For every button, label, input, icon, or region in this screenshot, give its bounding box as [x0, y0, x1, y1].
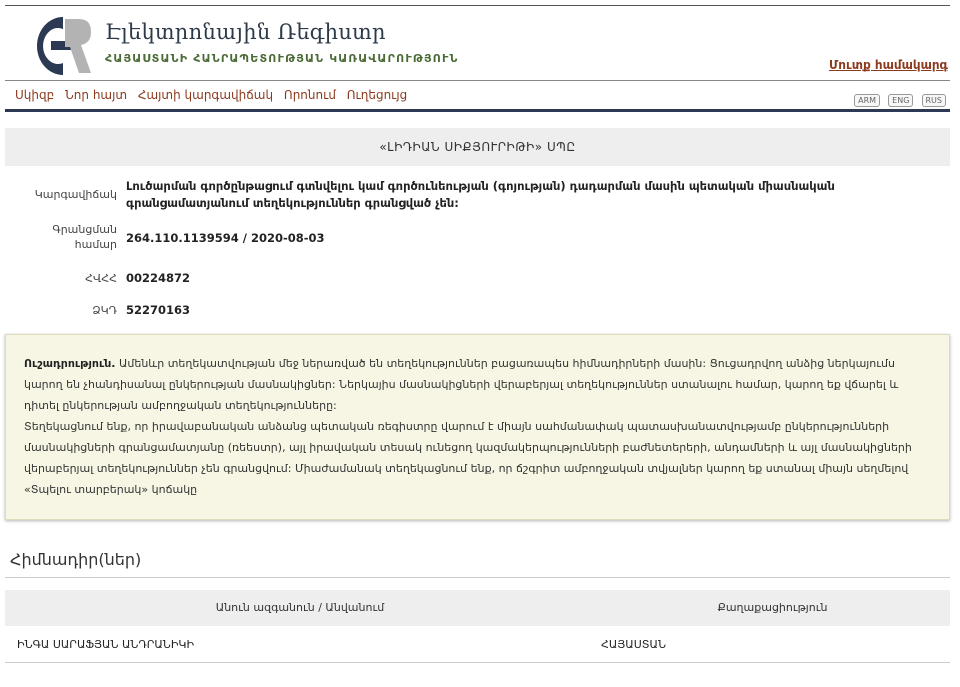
- column-header-citizenship: Քաղաքացիություն: [717, 601, 828, 614]
- er-logo-icon[interactable]: [35, 15, 93, 77]
- notice-heading: Ուշադրություն.: [24, 357, 116, 370]
- okved-label: ՁԿԴ: [92, 304, 117, 317]
- status-value: Լուծարման գործընթացում գտնվելու կամ գործունեության (գոյության) դադարման մասին պետական միասնական գրանցամատյանում տեղեկություններ գրանցված չեն:: [126, 179, 835, 210]
- login-link[interactable]: Մուտք համակարգ: [828, 58, 948, 72]
- site-header: [5, 6, 950, 80]
- company-name: «ԼԻԴԻԱՆ ՍԻՔՅՈՒՐԻԹԻ» ՍՊԸ: [5, 128, 950, 166]
- notice-paragraph-1: [24, 353, 931, 416]
- lang-rus-button[interactable]: RUS: [922, 94, 947, 107]
- founder-name: ԻՆԳԱ ՍԱՐԱՖՅԱՆ ԱՆԴՐԱՆԻԿԻ: [17, 638, 195, 651]
- tin-value: 00224872: [126, 271, 191, 285]
- founders-title: Հիմնադիր(ներ): [10, 550, 142, 569]
- registration-label: Գրանցման համար: [52, 223, 117, 251]
- status-label: Կարգավիճակ: [34, 188, 117, 201]
- nav-guide[interactable]: Ուղեցույց: [346, 88, 408, 102]
- nav-home[interactable]: Սկիզբ: [15, 88, 55, 102]
- founders-table-header: [5, 590, 950, 626]
- tin-label: ՀՎՀՀ: [85, 272, 117, 285]
- registration-value: 264.110.1139594 / 2020-08-03: [126, 231, 325, 245]
- notice-text-2: Տեղեկացնում ենք, որ իրավաբանական անձանց պետական ռեգիստրը վարում է միայն սահմանափակ պատասխանատվությամբ ընկերությունների մասնակիցների գրանցամատյանը (ռեեստր), այլ իրավական տեսակ ունեցող կազմակերպությունների բաժնետերերի, անդամների և այլ մասնակիցների վերաբերյալ տեղեկություններ չեն գրանցվում: Միաժամանակ տեղեկացնում ենք, որ ճշգրիտ ամբողջական տվյալներ կարող եք ստանալ միայն սեղմելով «Տպելու տարբերակ» կոճակը: [24, 420, 912, 496]
- okved-value: 52270163: [126, 303, 191, 317]
- nav-new-application[interactable]: Նոր հայտ: [65, 88, 128, 102]
- lang-eng-button[interactable]: ENG: [888, 94, 913, 107]
- nav-search[interactable]: Որոնում: [283, 88, 336, 102]
- notice-text-1: Ամենևր տեղեկատվության մեջ ներառված են տեղեկություններ բացառապես հիմնադիրների մասին: Ցուցադրվող անձից ներկայումս կարող են չհանդիսանալ ընկերության մասնակիցներ: Ներկայիս մասնակիցների վերաբերյալ տեղեկություններ ստանալու համար, կարող եք վճարել և դիտել ընկերության ամբողջական տեղեկությունները:: [24, 357, 899, 412]
- site-subtitle: ՀԱՅԱՍՏԱՆԻ ՀԱՆՐԱՊԵՏՈՒԹՅԱՆ ԿԱՌԱՎԱՐՈՒԹՅՈՒՆ: [105, 52, 459, 65]
- notice-box: [5, 334, 950, 520]
- column-header-name: Անուն ազգանուն / Անվանում: [215, 601, 385, 614]
- table-row: [5, 626, 950, 663]
- lang-arm-button[interactable]: ARM: [854, 94, 880, 107]
- nav-application-status[interactable]: Հայտի կարգավիճակ: [137, 88, 274, 102]
- founder-citizenship: ՀԱՅԱՍՏԱՆ: [601, 638, 666, 651]
- founders-divider: [5, 577, 950, 578]
- main-nav: [5, 80, 950, 112]
- site-title: Էլեկտրոնային Ռեգիստր: [105, 20, 386, 44]
